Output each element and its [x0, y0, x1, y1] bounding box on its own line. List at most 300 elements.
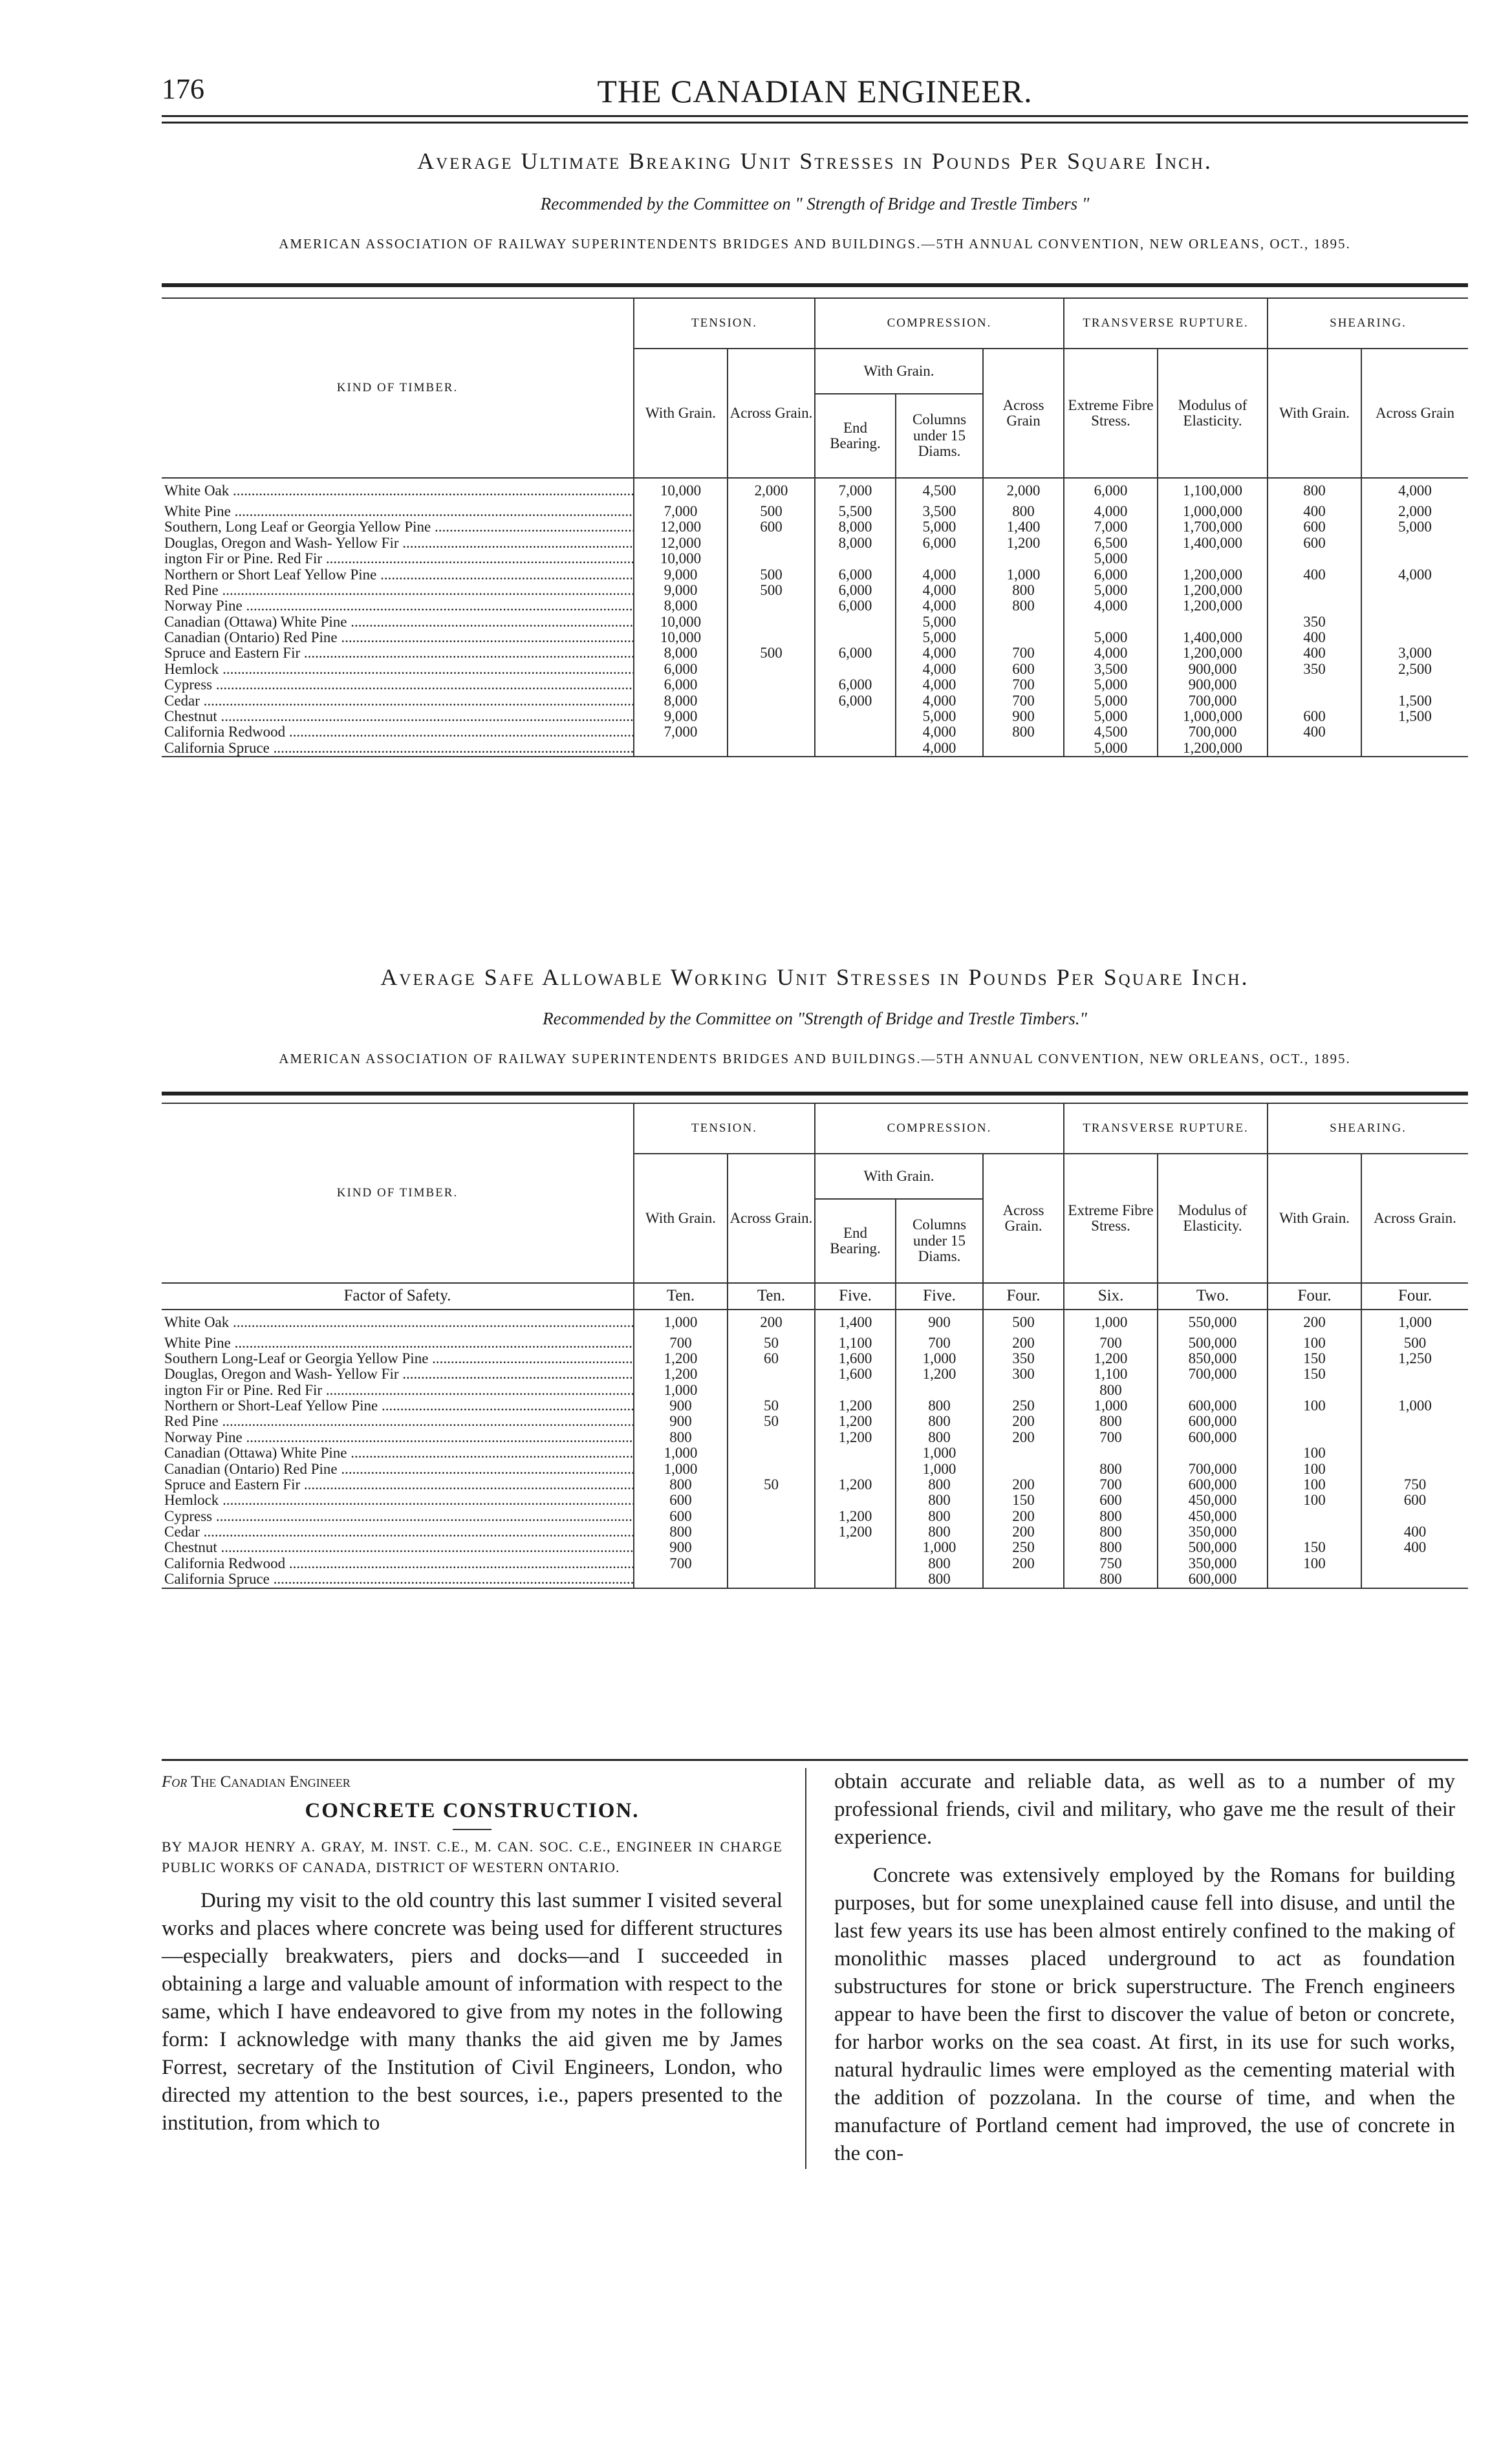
- table-row: [162, 614, 1468, 630]
- stress-value: 10,000: [634, 478, 728, 504]
- stress-value: [1268, 598, 1361, 614]
- columns-header: Columns under 15 Diams.: [896, 1199, 983, 1283]
- table-row: [162, 709, 1468, 724]
- stress-value: 500,000: [1158, 1540, 1268, 1555]
- stress-value: 4,000: [896, 567, 983, 583]
- stress-value: [728, 1383, 815, 1398]
- stress-value: 8,000: [815, 519, 896, 535]
- stress-value: 60: [728, 1351, 815, 1366]
- timber-kind: California Redwood .....: [162, 1556, 634, 1571]
- stress-value: 2,000: [1361, 504, 1468, 519]
- stress-value: [728, 693, 815, 709]
- timber-kind: Southern Long-Leaf or Georgia Yellow Pine .....: [162, 1351, 634, 1366]
- table-row: [162, 645, 1468, 661]
- stress-value: 700,000: [1158, 1366, 1268, 1382]
- timber-kind: California Spruce .....: [162, 740, 634, 757]
- stress-value: 800: [1064, 1571, 1158, 1588]
- stress-value: 6,000: [815, 598, 896, 614]
- stress-value: 100: [1268, 1556, 1361, 1571]
- table-row: [162, 1335, 1468, 1351]
- stress-value: 250: [983, 1398, 1064, 1414]
- table-row: [162, 630, 1468, 645]
- stress-value: 900: [634, 1398, 728, 1414]
- stress-value: 2,000: [728, 478, 815, 504]
- timber-kind: Red Pine .....: [162, 1414, 634, 1429]
- stress-value: 1,400,000: [1158, 535, 1268, 551]
- stress-value: 800: [896, 1524, 983, 1540]
- stress-value: 600: [983, 662, 1064, 677]
- stress-value: 2,000: [983, 478, 1064, 504]
- table-row: [162, 583, 1468, 598]
- factor-cell: Four.: [1361, 1283, 1468, 1310]
- stress-value: 600,000: [1158, 1571, 1268, 1588]
- stress-value: [815, 724, 896, 740]
- table-row: [162, 740, 1468, 757]
- stress-value: 1,000,000: [1158, 709, 1268, 724]
- stress-value: 450,000: [1158, 1509, 1268, 1524]
- stress-value: 500: [728, 567, 815, 583]
- compression-across-header: Across Grain.: [983, 1154, 1064, 1283]
- timber-kind: Northern or Short-Leaf Yellow Pine .....: [162, 1398, 634, 1414]
- stress-value: 600: [634, 1493, 728, 1508]
- stress-value: 1,000: [634, 1462, 728, 1477]
- article-title: CONCRETE CONSTRUCTION.: [305, 1799, 640, 1822]
- stress-value: 10,000: [634, 551, 728, 566]
- table-row: [162, 724, 1468, 740]
- safe-title: Average Safe Allowable Working Unit Stresses in Pounds Per Square Inch.: [380, 964, 1249, 990]
- stress-value: [1361, 1571, 1468, 1588]
- stress-value: [815, 1540, 896, 1555]
- stress-value: 200: [983, 1335, 1064, 1351]
- stress-value: 700,000: [1158, 724, 1268, 740]
- modulus-header: Modulus of Elasticity.: [1158, 1154, 1268, 1283]
- stress-value: 1,600: [815, 1351, 896, 1366]
- stress-value: [983, 1445, 1064, 1461]
- stress-value: 150: [1268, 1351, 1361, 1366]
- timber-kind: Hemlock .....: [162, 1493, 634, 1508]
- stress-value: 350,000: [1158, 1556, 1268, 1571]
- columns-header: Columns under 15 Diams.: [896, 394, 983, 478]
- end-bearing-header: End Bearing.: [815, 394, 896, 478]
- stress-value: 100: [1268, 1335, 1361, 1351]
- stress-value: [815, 630, 896, 645]
- stress-value: 6,000: [815, 677, 896, 693]
- stress-value: 50: [728, 1335, 815, 1351]
- stress-value: 1,000: [983, 567, 1064, 583]
- timber-kind: Cypress .....: [162, 1509, 634, 1524]
- stress-value: 800: [1064, 1414, 1158, 1429]
- stress-value: 150: [1268, 1366, 1361, 1382]
- stress-value: [728, 1445, 815, 1461]
- stress-value: 900: [634, 1414, 728, 1429]
- table-row: [162, 1414, 1468, 1429]
- stress-value: 800: [896, 1398, 983, 1414]
- stress-value: 100: [1268, 1462, 1361, 1477]
- transverse-header: TRANSVERSE RUPTURE.: [1064, 298, 1268, 349]
- stress-value: [1361, 598, 1468, 614]
- stress-value: [728, 1430, 815, 1445]
- stress-value: 800: [983, 504, 1064, 519]
- stress-value: 200: [983, 1509, 1064, 1524]
- stress-value: 350: [1268, 662, 1361, 677]
- stress-value: 8,000: [634, 645, 728, 661]
- stress-value: [1268, 551, 1361, 566]
- stress-value: 6,000: [1064, 567, 1158, 583]
- stress-value: [1158, 1383, 1268, 1398]
- tension-header: TENSION.: [634, 1103, 815, 1154]
- stress-value: [1361, 1509, 1468, 1524]
- stress-value: 1,000: [634, 1445, 728, 1461]
- timber-kind: Canadian (Ontario) Red Pine .....: [162, 630, 634, 645]
- stress-value: [1268, 1414, 1361, 1429]
- stress-value: 1,200: [815, 1414, 896, 1429]
- factor-cell: Two.: [1158, 1283, 1268, 1310]
- safe-subtitle: Recommended by the Committee on "Strength of Bridge and Trestle Timbers.": [543, 1009, 1087, 1028]
- stress-value: [634, 1571, 728, 1588]
- timber-kind: Spruce and Eastern Fir .....: [162, 645, 634, 661]
- tension-across-header: Across Grain.: [728, 349, 815, 478]
- stress-value: [1158, 614, 1268, 630]
- stress-value: 1,200: [983, 535, 1064, 551]
- article-left-column: [162, 1768, 783, 2137]
- end-bearing-header: End Bearing.: [815, 1199, 896, 1283]
- column-divider: [805, 1768, 806, 2169]
- stress-value: 4,000: [896, 645, 983, 661]
- stress-value: 5,000: [1064, 583, 1158, 598]
- table-row: [162, 693, 1468, 709]
- stress-value: [634, 740, 728, 757]
- stress-value: [1361, 583, 1468, 598]
- article-paragraph: During my visit to the old country this last summer I visited several works and places where concrete was being used for different structures—especially breakwaters, piers and docks—and I succeeded in obtaining a large and valuable amount of information with respect to the same, which I have endeavored to give from my notes in the following form: I acknowledge with many thanks the aid given me by James Forrest, secretary of the Institution of Civil Engineers, London, who directed my attention to the best sources, i.e., papers presented to the institution, from which to: [162, 1889, 783, 2135]
- stress-value: 600: [1268, 709, 1361, 724]
- stress-value: 700: [1064, 1335, 1158, 1351]
- stress-value: 1,200: [815, 1509, 896, 1524]
- stress-value: [896, 551, 983, 566]
- stress-value: 400: [1268, 630, 1361, 645]
- timber-kind: Canadian (Ottawa) White Pine .....: [162, 614, 634, 630]
- stress-value: [1361, 535, 1468, 551]
- table-row: [162, 1445, 1468, 1461]
- stress-value: 1,200,000: [1158, 567, 1268, 583]
- shear-with-header: With Grain.: [1268, 1154, 1361, 1283]
- ultimate-stress-table: [162, 297, 1468, 757]
- stress-value: 50: [728, 1398, 815, 1414]
- stress-value: 200: [983, 1556, 1064, 1571]
- stress-value: [815, 740, 896, 757]
- stress-value: 700: [896, 1335, 983, 1351]
- table-row: [162, 519, 1468, 535]
- stress-value: [815, 551, 896, 566]
- stress-value: 1,200: [815, 1430, 896, 1445]
- stress-value: 6,000: [896, 535, 983, 551]
- stress-value: 800: [634, 1524, 728, 1540]
- stress-value: [1361, 1366, 1468, 1382]
- kind-header: KIND OF TIMBER.: [162, 298, 634, 478]
- stress-value: 1,200,000: [1158, 583, 1268, 598]
- stress-value: 8,000: [634, 598, 728, 614]
- stress-value: [1268, 583, 1361, 598]
- stress-value: [728, 630, 815, 645]
- stress-value: [1268, 1383, 1361, 1398]
- stress-value: 1,200,000: [1158, 740, 1268, 757]
- stress-value: 600,000: [1158, 1398, 1268, 1414]
- timber-kind: Chestnut .....: [162, 1540, 634, 1555]
- stress-value: 900: [634, 1540, 728, 1555]
- stress-value: 750: [1361, 1477, 1468, 1493]
- stress-value: 1,000: [1361, 1398, 1468, 1414]
- ultimate-subtitle: Recommended by the Committee on " Strength of Bridge and Trestle Timbers ": [540, 194, 1090, 213]
- stress-value: [983, 614, 1064, 630]
- table-row: [162, 504, 1468, 519]
- stress-value: 550,000: [1158, 1310, 1268, 1335]
- stress-value: [1268, 693, 1361, 709]
- stress-value: [1361, 740, 1468, 757]
- stress-value: [1361, 1383, 1468, 1398]
- stress-value: 900: [983, 709, 1064, 724]
- ultimate-title: Average Ultimate Breaking Unit Stresses in Pounds Per Square Inch.: [417, 148, 1213, 174]
- timber-kind: Cypress .....: [162, 677, 634, 693]
- compression-across-header: Across Grain: [983, 349, 1064, 478]
- stress-value: [728, 1556, 815, 1571]
- stress-value: 6,000: [1064, 478, 1158, 504]
- stress-value: 1,000: [634, 1310, 728, 1335]
- tension-with-header: With Grain.: [634, 349, 728, 478]
- stress-value: 4,000: [896, 677, 983, 693]
- timber-kind: Red Pine .....: [162, 583, 634, 598]
- stress-value: 1,000: [896, 1445, 983, 1461]
- table-row: [162, 535, 1468, 551]
- stress-value: 5,000: [1064, 551, 1158, 566]
- stress-value: [728, 1462, 815, 1477]
- stress-value: 1,250: [1361, 1351, 1468, 1366]
- stress-value: 800: [983, 598, 1064, 614]
- stress-value: 9,000: [634, 583, 728, 598]
- stress-value: 800: [1064, 1540, 1158, 1555]
- stress-value: 6,000: [634, 662, 728, 677]
- stress-value: 4,000: [1064, 645, 1158, 661]
- modulus-header: Modulus of Elasticity.: [1158, 349, 1268, 478]
- stress-value: 5,000: [1361, 519, 1468, 535]
- stress-value: 200: [983, 1430, 1064, 1445]
- stress-value: [1268, 677, 1361, 693]
- stress-value: [728, 614, 815, 630]
- stress-value: 6,000: [815, 567, 896, 583]
- stress-value: 1,400: [815, 1310, 896, 1335]
- timber-kind: California Redwood .....: [162, 724, 634, 740]
- factor-cell: Four.: [1268, 1283, 1361, 1310]
- stress-value: 6,000: [815, 645, 896, 661]
- stress-value: 9,000: [634, 567, 728, 583]
- stress-value: 1,200: [815, 1398, 896, 1414]
- stress-value: 600: [728, 519, 815, 535]
- table-row: [162, 1477, 1468, 1493]
- stress-value: 200: [1268, 1310, 1361, 1335]
- table-row: [162, 1493, 1468, 1508]
- stress-value: [1268, 1571, 1361, 1588]
- stress-value: [728, 1524, 815, 1540]
- factor-of-safety-row: [162, 1283, 1468, 1310]
- stress-value: [1158, 551, 1268, 566]
- stress-value: [815, 662, 896, 677]
- stress-value: 800: [1268, 478, 1361, 504]
- stress-value: [728, 724, 815, 740]
- stress-value: 800: [896, 1477, 983, 1493]
- stress-value: 1,000,000: [1158, 504, 1268, 519]
- stress-value: 8,000: [634, 693, 728, 709]
- stress-value: 800: [983, 724, 1064, 740]
- article-credit: [162, 1768, 783, 1796]
- stress-value: 1,700,000: [1158, 519, 1268, 535]
- stress-value: 800: [896, 1414, 983, 1429]
- stress-value: 700: [983, 693, 1064, 709]
- stress-value: [728, 551, 815, 566]
- stress-value: 1,200: [815, 1524, 896, 1540]
- stress-value: 3,500: [1064, 662, 1158, 677]
- timber-kind: Norway Pine .....: [162, 1430, 634, 1445]
- stress-value: 800: [1064, 1383, 1158, 1398]
- stress-value: 800: [896, 1430, 983, 1445]
- stress-value: 1,000: [1361, 1310, 1468, 1335]
- stress-value: 350,000: [1158, 1524, 1268, 1540]
- tension-across-header: Across Grain.: [728, 1154, 815, 1283]
- shearing-header: SHEARING.: [1268, 1103, 1468, 1154]
- table-row: [162, 1366, 1468, 1382]
- stress-value: 5,000: [896, 614, 983, 630]
- stress-value: [1268, 740, 1361, 757]
- stress-value: 450,000: [1158, 1493, 1268, 1508]
- stress-value: [896, 1383, 983, 1398]
- stress-value: [1268, 1509, 1361, 1524]
- stress-value: 12,000: [634, 535, 728, 551]
- stress-value: [728, 1509, 815, 1524]
- stress-value: 5,000: [1064, 740, 1158, 757]
- factor-cell: Five.: [815, 1283, 896, 1310]
- stress-value: 800: [896, 1509, 983, 1524]
- timber-kind: Douglas, Oregon and Wash- Yellow Fir .....: [162, 535, 634, 551]
- table-row: [162, 551, 1468, 566]
- timber-kind: Canadian (Ottawa) White Pine .....: [162, 1445, 634, 1461]
- title-rule: [453, 1829, 491, 1830]
- stress-value: 700: [983, 677, 1064, 693]
- kind-header: KIND OF TIMBER.: [162, 1103, 634, 1283]
- stress-value: 800: [634, 1477, 728, 1493]
- stress-value: [983, 1462, 1064, 1477]
- stress-value: 6,500: [1064, 535, 1158, 551]
- stress-value: 600: [1268, 535, 1361, 551]
- stress-value: 700,000: [1158, 693, 1268, 709]
- stress-value: [728, 1540, 815, 1555]
- stress-value: 100: [1268, 1477, 1361, 1493]
- stress-value: 1,000: [1064, 1310, 1158, 1335]
- stress-value: 1,200: [634, 1351, 728, 1366]
- timber-kind: Norway Pine .....: [162, 598, 634, 614]
- stress-value: [983, 551, 1064, 566]
- stress-value: 50: [728, 1414, 815, 1429]
- with-grain-group-header: With Grain.: [815, 1154, 983, 1199]
- stress-value: 500: [728, 583, 815, 598]
- stress-value: [983, 1571, 1064, 1588]
- stress-value: 6,000: [815, 583, 896, 598]
- stress-value: 500: [728, 645, 815, 661]
- running-title: THE CANADIAN ENGINEER.: [597, 73, 1033, 109]
- stress-value: 150: [1268, 1540, 1361, 1555]
- stress-value: 800: [896, 1493, 983, 1508]
- stress-value: 700: [634, 1556, 728, 1571]
- stress-value: 7,000: [1064, 519, 1158, 535]
- stress-value: [1268, 1524, 1361, 1540]
- stress-value: 6,000: [815, 693, 896, 709]
- timber-kind: Douglas, Oregon and Wash- Yellow Fir .....: [162, 1366, 634, 1382]
- stress-value: [983, 740, 1064, 757]
- stress-value: 200: [983, 1524, 1064, 1540]
- stress-value: 4,000: [1064, 598, 1158, 614]
- stress-value: 4,000: [896, 740, 983, 757]
- stress-value: 1,200: [896, 1366, 983, 1382]
- stress-value: 1,000: [1064, 1398, 1158, 1414]
- stress-value: [728, 1493, 815, 1508]
- timber-kind: Hemlock .....: [162, 662, 634, 677]
- stress-value: 200: [983, 1477, 1064, 1493]
- stress-value: 1,100: [1064, 1366, 1158, 1382]
- stress-value: [1361, 677, 1468, 693]
- stress-value: [1361, 614, 1468, 630]
- table-row: [162, 1556, 1468, 1571]
- stress-value: 500: [1361, 1335, 1468, 1351]
- stress-value: 4,000: [1361, 478, 1468, 504]
- stress-value: 400: [1268, 504, 1361, 519]
- stress-value: 750: [1064, 1556, 1158, 1571]
- stress-value: 4,000: [896, 724, 983, 740]
- stress-value: 900: [896, 1310, 983, 1335]
- timber-kind: Cedar .....: [162, 693, 634, 709]
- stress-value: [815, 1383, 896, 1398]
- stress-value: 100: [1268, 1493, 1361, 1508]
- factor-cell: Five.: [896, 1283, 983, 1310]
- timber-kind: White Pine .....: [162, 1335, 634, 1351]
- shearing-header: SHEARING.: [1268, 298, 1468, 349]
- stress-value: [728, 677, 815, 693]
- stress-value: 1,200,000: [1158, 645, 1268, 661]
- stress-value: [815, 1571, 896, 1588]
- stress-value: [815, 1493, 896, 1508]
- header-rule: [162, 115, 1468, 117]
- stress-value: 100: [1268, 1445, 1361, 1461]
- table-row: [162, 1383, 1468, 1398]
- stress-value: 1,500: [1361, 709, 1468, 724]
- stress-value: 5,000: [1064, 693, 1158, 709]
- stress-value: 700,000: [1158, 1462, 1268, 1477]
- stress-value: 500: [983, 1310, 1064, 1335]
- stress-value: 350: [983, 1351, 1064, 1366]
- factor-label: Factor of Safety.: [162, 1283, 634, 1310]
- safe-stress-table: [162, 1103, 1468, 1589]
- timber-kind: Canadian (Ontario) Red Pine .....: [162, 1462, 634, 1477]
- tension-with-header: With Grain.: [634, 1154, 728, 1283]
- stress-value: 800: [634, 1430, 728, 1445]
- stress-value: 700: [983, 645, 1064, 661]
- extreme-fibre-header: Extreme Fibre Stress.: [1064, 1154, 1158, 1283]
- stress-value: 1,400: [983, 519, 1064, 535]
- stress-value: 350: [1268, 614, 1361, 630]
- shear-with-header: With Grain.: [1268, 349, 1361, 478]
- stress-value: 4,500: [896, 478, 983, 504]
- stress-value: [728, 598, 815, 614]
- timber-kind: California Spruce .....: [162, 1571, 634, 1588]
- stress-value: 400: [1361, 1540, 1468, 1555]
- stress-value: 800: [896, 1571, 983, 1588]
- table-row: [162, 677, 1468, 693]
- stress-value: 800: [1064, 1462, 1158, 1477]
